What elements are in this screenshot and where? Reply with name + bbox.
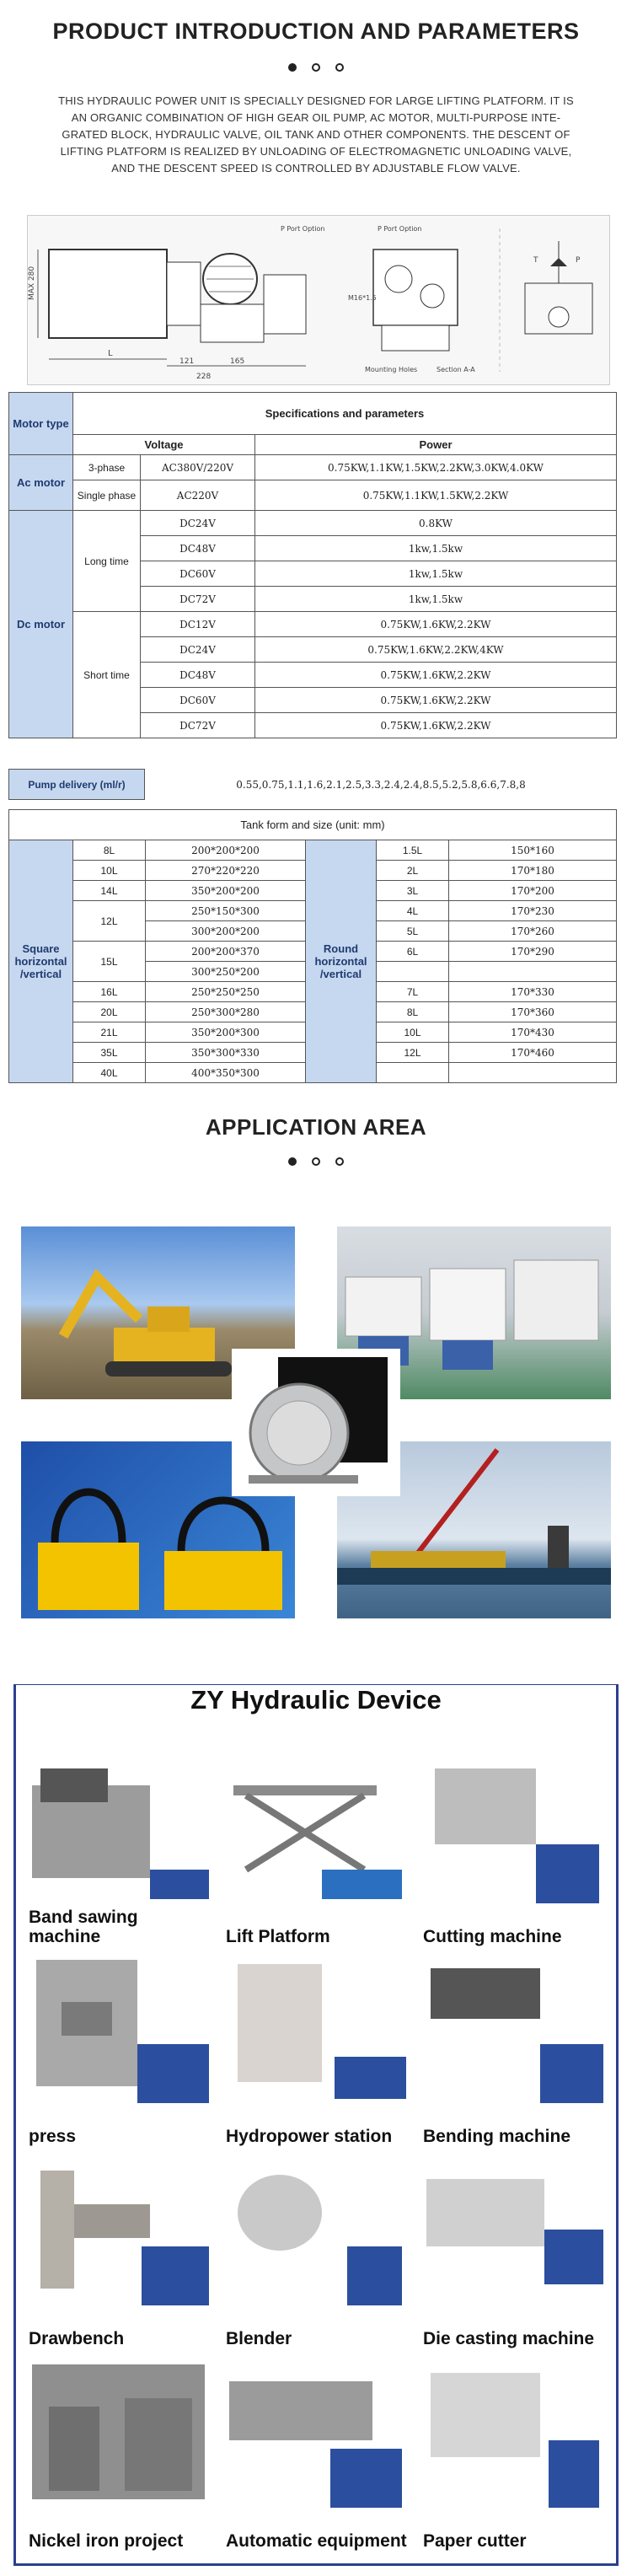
paper-cutter-icon [418,2356,608,2512]
device-label: press [29,2127,77,2146]
power-cell: 0.75KW,1.6KW,2.2KW [255,688,617,713]
power-cell: 0.75KW,1.6KW,2.2KW [255,663,617,688]
pump-delivery-values: 0.55,0.75,1.1,1.6,2.1,2.5,3.3,2.4,2.4,8.5,5.2,5.8,6.6,7.8,8 [236,778,526,791]
voltage-cell: DC60V [141,561,255,587]
device-card[interactable] [418,2356,608,2554]
tank-size: 200*200*370 [146,942,306,962]
tank-capacity: 8L [377,1002,449,1022]
tank-capacity-empty [377,1063,449,1083]
tank-size: 170*180 [449,861,617,881]
tank-size: 200*200*200 [146,840,306,861]
voltage-cell: AC380V/220V [141,455,255,480]
device-label: Nickel iron project [29,2531,184,2551]
power-cell: 0.75KW,1.1KW,1.5KW,2.2KW,3.0KW,4.0KW [255,455,617,480]
tank-capacity: 5L [377,921,449,942]
intro-title: PRODUCT INTRODUCTION AND PARAMETERS [52,19,580,44]
device-label: Lift Platform [226,1927,330,1946]
round-tank-label: Round horizontal /vertical [306,840,377,1083]
tank-size: 250*250*250 [146,982,306,1002]
tank-size: 170*260 [449,921,617,942]
tank-size: 170*330 [449,982,617,1002]
power-cell: 0.75KW,1.6KW,2.2KW,4KW [255,637,617,663]
ac-motor-label: Ac motor [9,455,73,511]
device-label: Blender [226,2329,292,2348]
voltage-header: Voltage [73,435,255,455]
device-card[interactable] [24,2356,213,2554]
die-casting-icon [418,2154,608,2310]
pump-delivery-table [8,769,617,800]
press-icon [24,1951,213,2107]
tank-size: 250*150*300 [146,901,306,921]
drawbench-icon [24,2154,213,2310]
tank-size: 270*220*220 [146,861,306,881]
short-time-label: Short time [73,612,141,738]
technical-drawing-svg [28,216,609,384]
device-label: Hydropower station [226,2127,393,2146]
application-collage [21,1226,611,1618]
device-card[interactable] [418,2154,608,2352]
dc-motor-label: Dc motor [9,511,73,738]
zy-title: ZY Hydraulic Device [16,1685,616,1715]
dim-text: P Port Option [378,225,422,233]
phase-cell: 3-phase [73,455,141,480]
device-label: Drawbench [29,2329,125,2348]
tank-size-empty [449,962,617,982]
dim-text: T [533,256,538,265]
tank-size: 170*360 [449,1002,617,1022]
device-card[interactable] [221,2154,410,2352]
dim-text: Section A-A [437,366,475,373]
voltage-cell: DC24V [141,511,255,536]
device-label: Band sawing machine [29,1908,138,1946]
carousel-dot[interactable] [312,63,320,72]
tank-size: 400*350*300 [146,1063,306,1083]
intro-line: LIFTING PLATFORM IS REALIZED BY UNLOADING OF ELECTROMAGNETIC UNLOADING VALVE, [60,145,572,158]
pump-delivery-label: Pump delivery (ml/r) [9,770,145,800]
tank-size: 170*430 [449,1022,617,1043]
power-cell: 0.75KW,1.6KW,2.2KW [255,612,617,637]
dim-text: L [108,349,113,358]
phase-cell: Single phase [73,480,141,511]
band-saw-icon [24,1752,213,1908]
tank-size: 300*200*200 [146,921,306,942]
device-card[interactable] [24,2154,213,2352]
specs-header: Specifications and parameters [73,393,617,435]
dim-text: 121 [179,357,195,366]
dim-text: MAX 280 [28,266,36,300]
tank-capacity: 10L [377,1022,449,1043]
tank-size: 300*250*200 [146,962,306,982]
carousel-dot-active[interactable] [288,1157,297,1166]
tank-size: 170*200 [449,881,617,901]
device-label: Bending machine [423,2127,571,2146]
lift-platform-icon [221,1752,410,1908]
tank-size: 170*460 [449,1043,617,1063]
tank-size: 170*230 [449,901,617,921]
dim-text: M16*1.5 [348,294,377,302]
tank-capacity: 15L [73,942,146,982]
device-card[interactable] [221,1951,410,2149]
tank-size: 350*200*200 [146,881,306,901]
device-label: Paper cutter [423,2531,527,2551]
device-card[interactable] [221,2356,410,2554]
tank-capacity: 14L [73,881,146,901]
tank-capacity: 21L [73,1022,146,1043]
power-cell: 0.8KW [255,511,617,536]
power-cell: 0.75KW,1.6KW,2.2KW [255,713,617,738]
power-unit-photo [232,1349,400,1496]
power-cell: 1kw,1.5kw [255,587,617,612]
power-cell: 0.75KW,1.1KW,1.5KW,2.2KW [255,480,617,511]
device-card[interactable] [418,1752,608,1950]
device-label: Automatic equipment [226,2531,407,2551]
tank-capacity: 3L [377,881,449,901]
tank-capacity: 35L [73,1043,146,1063]
motor-type-header: Motor type [9,393,73,455]
device-card[interactable] [418,1951,608,2149]
voltage-cell: DC72V [141,587,255,612]
voltage-cell: DC72V [141,713,255,738]
blender-icon [221,2154,410,2310]
hydropower-station-icon [221,1951,410,2107]
power-cell: 1kw,1.5kw [255,561,617,587]
spec-table [8,392,617,738]
voltage-cell: AC220V [141,480,255,511]
tank-capacity-empty [377,962,449,982]
intro-line: GRATED BLOCK, HYDRAULIC VALVE, OIL TANK AND OTHER COMPONENTS. THE DESCENT OF [62,128,570,141]
voltage-cell: DC12V [141,612,255,637]
tank-size: 170*290 [449,942,617,962]
tank-capacity: 4L [377,901,449,921]
device-card[interactable] [24,1752,213,1950]
tank-capacity: 7L [377,982,449,1002]
intro-line: AND THE DESCENT SPEED IS CONTROLLED BY ADJUSTABLE FLOW VALVE. [111,162,521,174]
bending-machine-icon [418,1951,608,2107]
dim-text: 228 [196,373,212,381]
automatic-equipment-icon [221,2356,410,2512]
application-dots [0,1155,632,1168]
tank-table-title: Tank form and size (unit: mm) [9,810,617,840]
carousel-dots [0,61,632,74]
tank-capacity: 16L [73,982,146,1002]
tank-table [8,809,617,1083]
dim-text: P Port Option [281,225,325,233]
voltage-cell: DC60V [141,688,255,713]
power-header: Power [255,435,617,455]
tank-size: 350*300*330 [146,1043,306,1063]
tank-size: 150*160 [449,840,617,861]
tank-capacity: 2L [377,861,449,881]
device-card[interactable] [24,1951,213,2149]
tank-capacity: 12L [73,901,146,942]
tank-capacity: 8L [73,840,146,861]
device-card[interactable] [221,1752,410,1950]
application-title: APPLICATION AREA [205,1114,427,1140]
intro-line: AN ORGANIC COMBINATION OF HIGH GEAR OIL PUMP, AC MOTOR, MULTI-PURPOSE INTE- [71,111,561,124]
tank-capacity: 10L [73,861,146,881]
long-time-label: Long time [73,511,141,612]
nickel-iron-project-icon [24,2356,213,2512]
tank-capacity: 1.5L [377,840,449,861]
intro-paragraph [0,93,632,177]
carousel-dot[interactable] [312,1157,320,1166]
carousel-dot[interactable] [335,1157,344,1166]
carousel-dot[interactable] [335,63,344,72]
cutting-machine-icon [418,1752,608,1908]
voltage-cell: DC48V [141,536,255,561]
power-unit-icon [232,1349,400,1496]
tank-capacity: 6L [377,942,449,962]
dim-text: Mounting Holes [365,366,418,373]
voltage-cell: DC48V [141,663,255,688]
device-label: Cutting machine [423,1927,562,1946]
tank-size-empty [449,1063,617,1083]
tank-capacity: 12L [377,1043,449,1063]
carousel-dot-active[interactable] [288,63,297,72]
tank-capacity: 40L [73,1063,146,1083]
technical-drawing [27,215,610,385]
dim-text: P [576,256,581,265]
square-tank-label: Square horizontal /vertical [9,840,73,1083]
dim-text: 165 [230,357,245,366]
tank-size: 250*300*280 [146,1002,306,1022]
device-label: Die casting machine [423,2329,595,2348]
tank-size: 350*200*300 [146,1022,306,1043]
intro-line: THIS HYDRAULIC POWER UNIT IS SPECIALLY DESIGNED FOR LARGE LIFTING PLATFORM. IT IS [58,94,574,107]
tank-capacity: 20L [73,1002,146,1022]
power-cell: 1kw,1.5kw [255,536,617,561]
voltage-cell: DC24V [141,637,255,663]
